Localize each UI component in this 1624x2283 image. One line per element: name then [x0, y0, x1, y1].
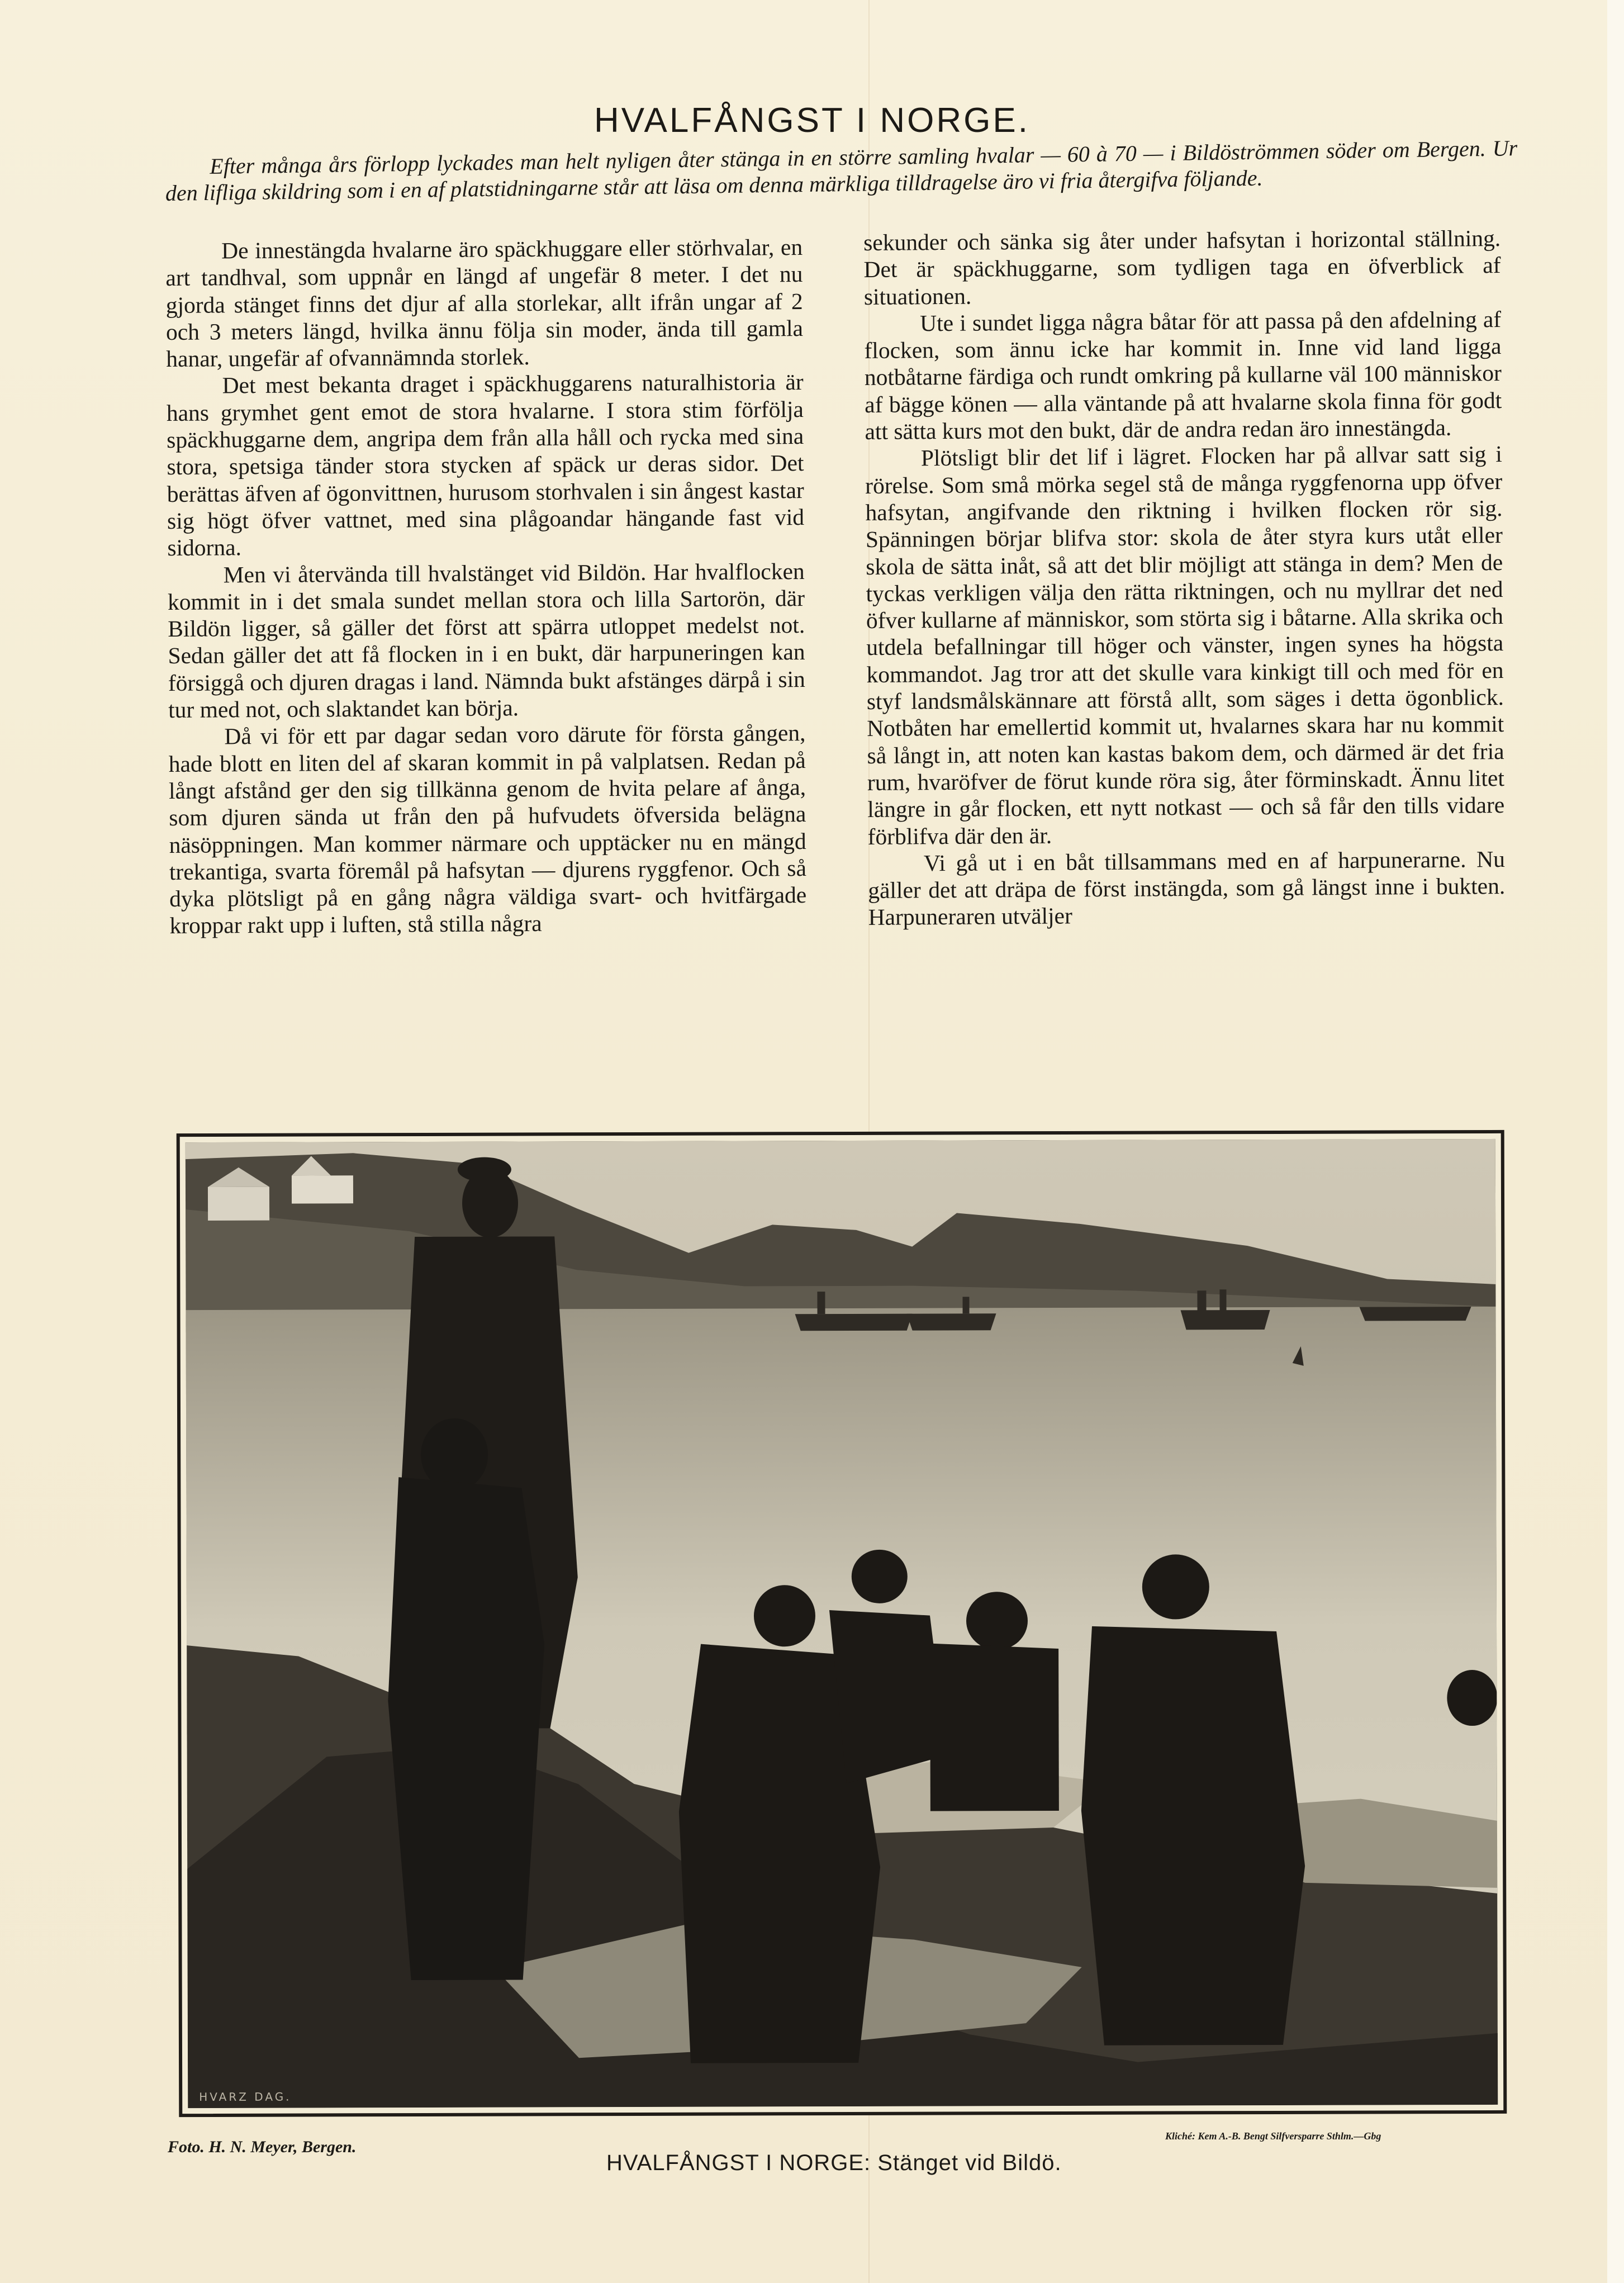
article-title: HVALFÅNGST I NORGE. — [594, 101, 1030, 140]
paragraph: sekunder och sänka sig åter under hafsytan i horizontal ställning. Det är späckhuggarne, som tydligen taga en öfverblick af situationen. — [863, 225, 1501, 310]
paragraph: Vi gå ut i en båt tillsammans med en af harpunerarne. Nu gäller det att dräpa de först instängda, som gå längst inne i bukten. Harpuneraren utväljer — [868, 846, 1506, 931]
photo-frame — [177, 1130, 1507, 2117]
left-text-column — [165, 234, 807, 939]
paragraph: Det mest bekanta draget i späckhuggarens naturalhistoria är hans grymhet gent emot de stora hvalarne. I stora stim förfölja späckhuggarne dem, angripa dem från alla håll och rycka med sina stora, spetsiga tänder stora stycken af späck ur deras sidor. Det berättas äfven af ögonvittnen, hurusom storhvalen i sin ångest kastar sig högt öfver vattnet, med sina plågoandar hängande fast vid sidorna. — [166, 369, 805, 561]
whaling-photograph — [186, 1139, 1498, 2108]
paragraph: De innestängda hvalarne äro späckhuggare eller störhvalar, en art tandhval, som uppnår en längd af ungefär 8 meter. I det nu gjorda stänget finns det djur af alla storlekar, allt ifrån ungar af 2 och 3 meters längd, hvilka ännu följa sin moder, ända till gamla hanar, ungefär af ofvannämnda storlek. — [165, 234, 804, 372]
paragraph: Ute i sundet ligga några båtar för att passa på den afdelning af flocken, som ännu icke har kommit in. Inne vid land ligga notbåtarne färdiga och rundt omkring på kullarne väl 100 människor af bägge könen — alla väntande på att hvalarne skola finna för godt att sätta kurs mot den bukt, där de andra redan äro innestängda. — [864, 306, 1502, 445]
figure-caption: HVALFÅNGST I NORGE: Stänget vid Bildö. — [606, 2151, 1062, 2175]
article-intro — [165, 135, 1518, 206]
photo-credit: Foto. H. N. Meyer, Bergen. — [168, 2138, 357, 2156]
paragraph: Men vi återvända till hvalstänget vid Bildön. Har hvalflocken kommit in i det smala sundet mellan stora och lilla Sartorön, där Bildön ligger, så gäller det först att spärra utloppet medelst not. Sedan gäller det att få flocken in i en bukt, där harpuneringen kan försiggå och djuren dragas i land. Nämnda bukt afstänges därpå i sin tur med not, och slaktandet kan börja. — [167, 558, 805, 723]
intro-paragraph: Efter många års förlopp lyckades man helt nyligen åter stänga in en större samling hvalar — 60 à 70 — i Bildöströmmen söder om Bergen. Ur den lifliga skildring som i en af platstidningarne står att läsa om denna märkliga tilldragelse äro vi fria återgifva följande. — [165, 135, 1518, 206]
paragraph: Plötsligt blir det lif i lägret. Flocken har på allvar satt sig i rörelse. Som små mörka segel stå de många ryggfenorna upp öfver hafsytan, angifvande den riktning i hvilken flocken rör sig. Spänningen börjar blifva stor: skola de åter styra kurs utåt eller skola de sätta inåt, så att det blir möjligt att stänga in dem? Men de tyckas verkligen välja den rätta riktningen, och nu myllrar det ned öfver kullarne af människor, som störta sig i båtarne. Alla skrika och utdela befallningar till höger och vänster, ingen synes ha högsta kommandot. Jag tror att det skulle vara kinkigt till och med för en styf landsmålskännare att förstå allt, som säges i detta ögonblick. Notbåten har emellertid kommit ut, hvalarnes skara har nu kommit så långt in, att noten kan kastas bakom dem, och därmed är det fria rum, hvaröfver de förut kunde röra sig, åter förminskadt. Ännu litet längre in går flocken, ett nytt notkast — och så får den tills vidare förblifva där den är. — [865, 441, 1505, 849]
paragraph: Då vi för ett par dagar sedan voro därute för första gången, hade blott en liten del af skaran kommit in på valplatsen. Redan på långt afstånd ger den sig tillkänna genom de hvita pelare af ånga, som djuren sända ut från den på hufvudets öfversida belägna näsöppningen. Man kommer närmare och upptäcker nu en mängd trekantiga, svarta föremål på hafsytan — djurens ryggfenor. Och så dyka plötsligt på en gång några väldiga svart- och hvitfärgade kroppar rakt upp i luften, stå stilla några — [168, 720, 807, 939]
right-text-column — [863, 225, 1506, 931]
engraver-credit: Kliché: Kem A.-B. Bengt Silfversparre Sthlm.—Gbg — [1165, 2130, 1381, 2142]
engraver-stamp: HVARZ DAG. — [199, 2090, 292, 2104]
photo-illustration — [186, 1139, 1498, 2108]
